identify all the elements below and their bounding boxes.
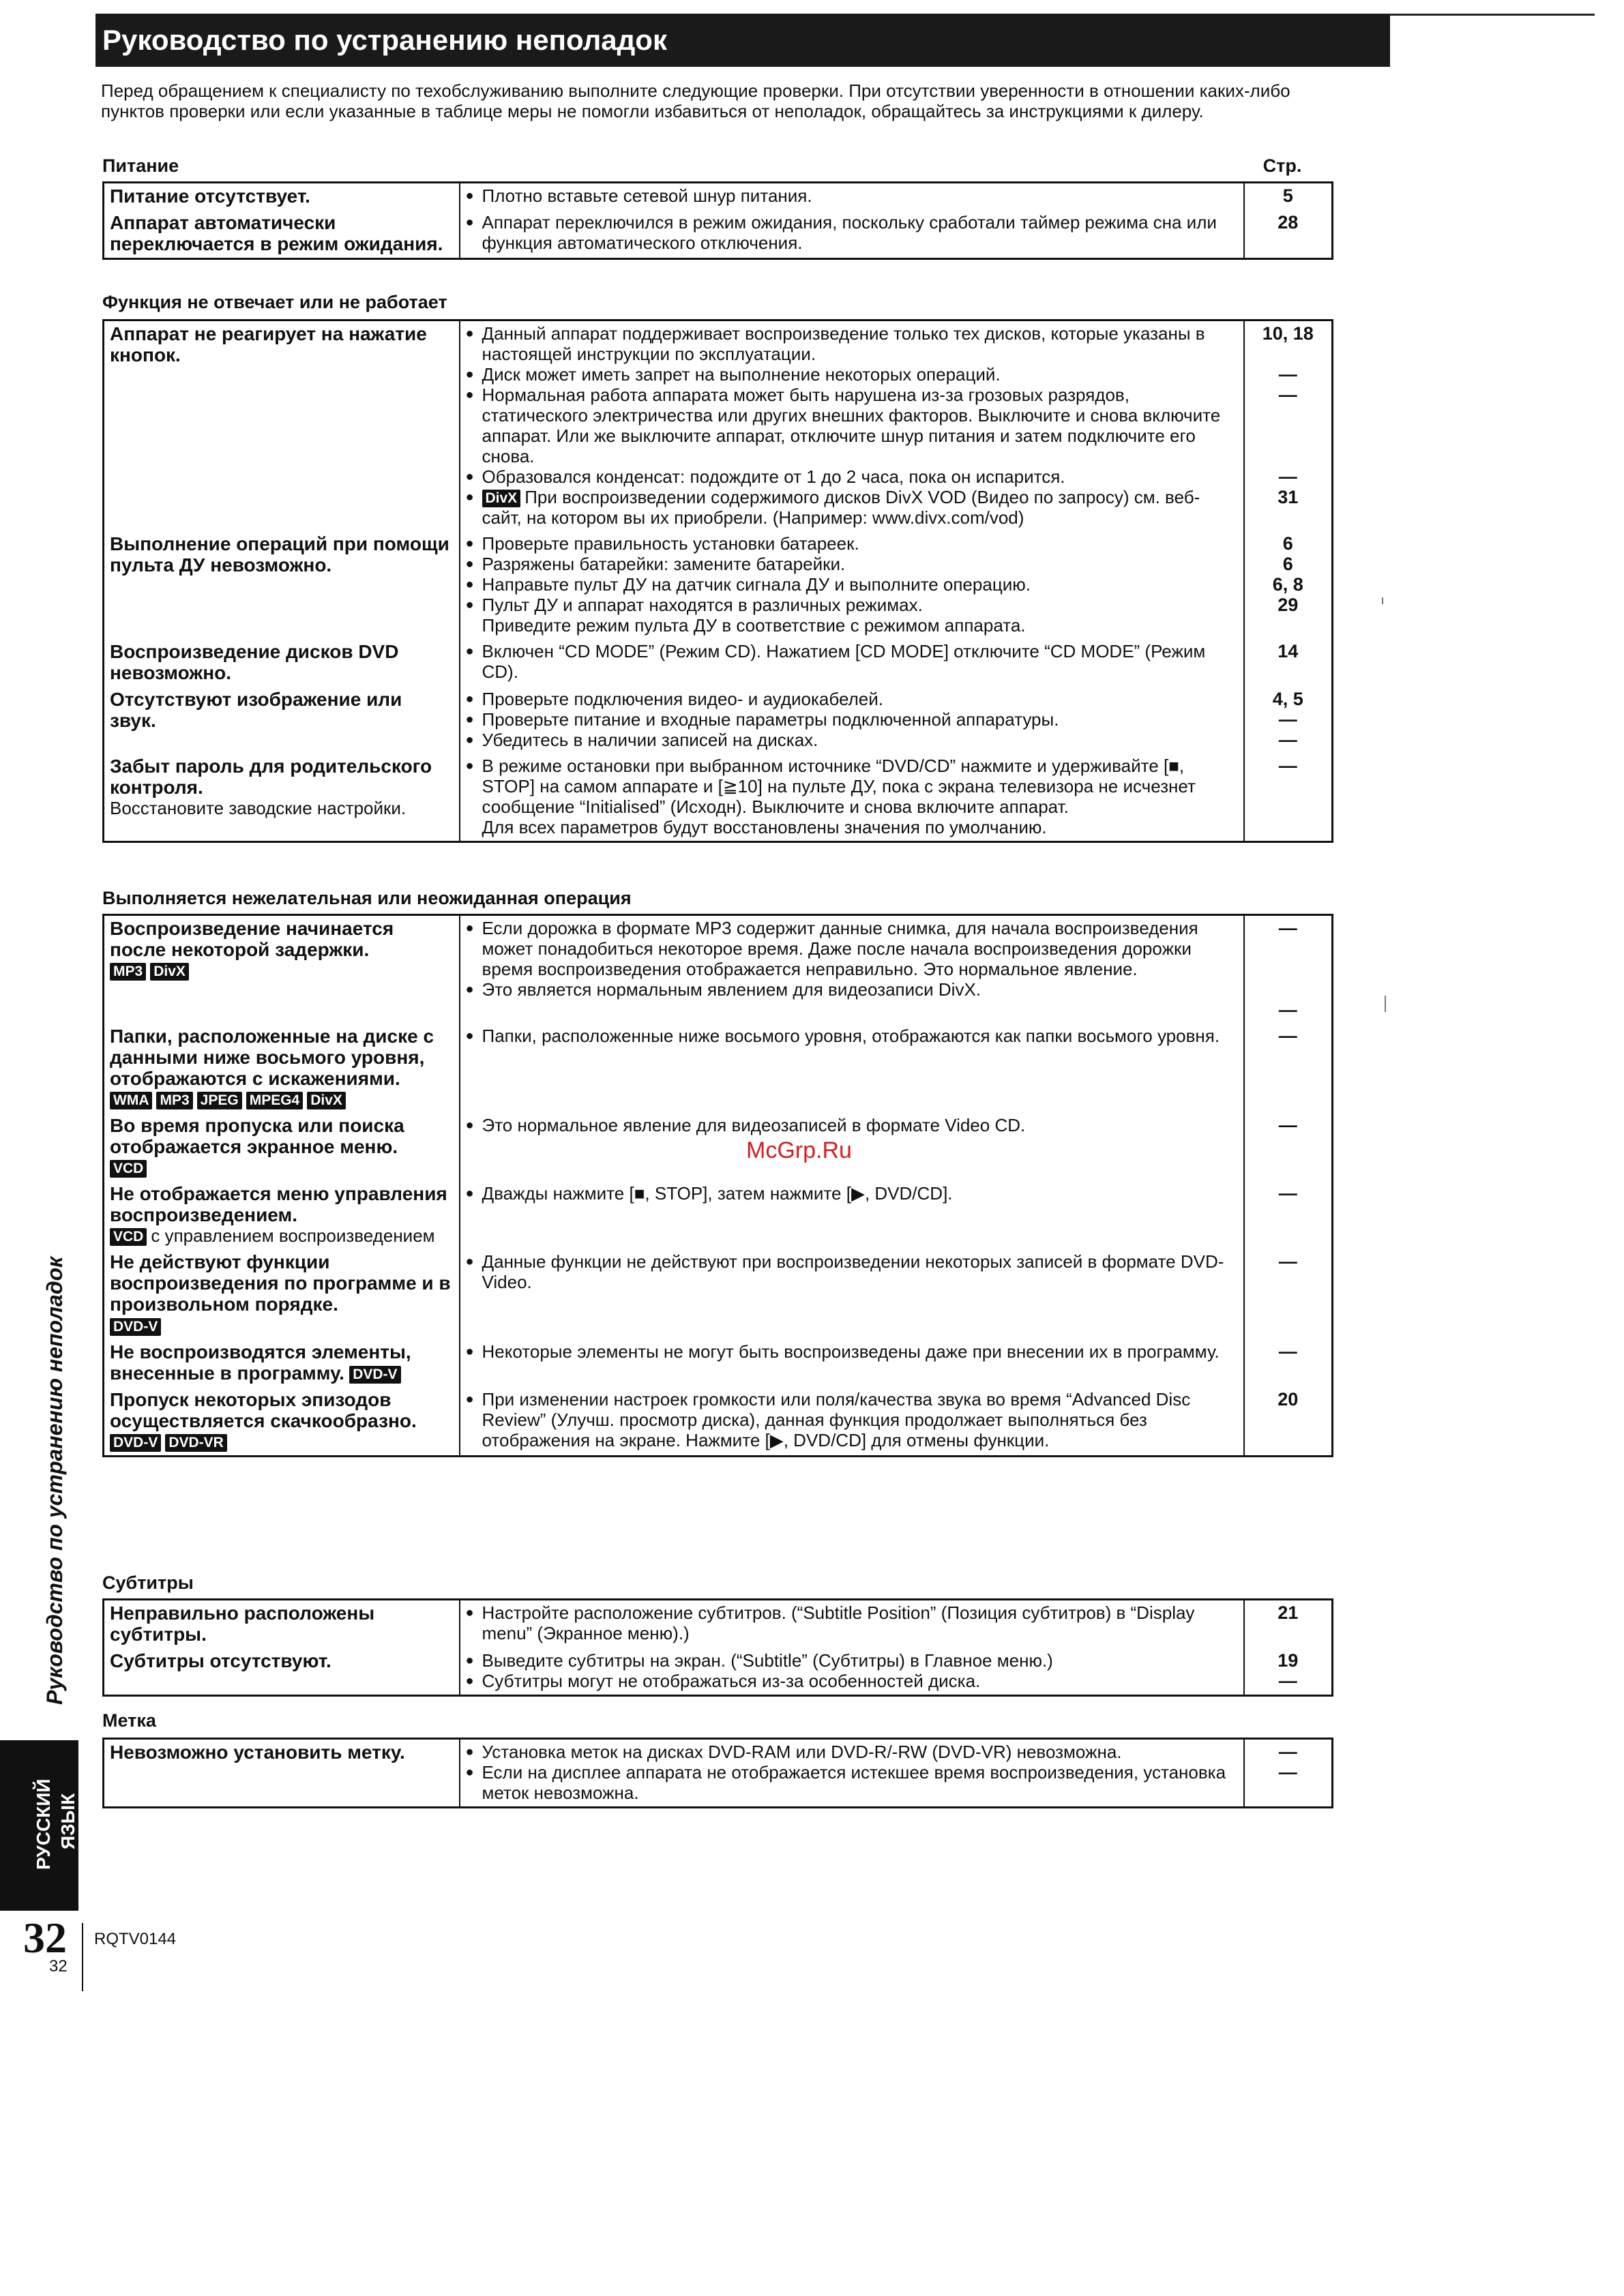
problem-text: Во время пропуска или поиска отображается экранное меню.: [110, 1115, 404, 1158]
solution-item: ● Включен “CD MODE” (Режим CD). Нажатием [CD MODE] отключите “CD MODE” (Режим CD).: [466, 641, 1238, 682]
vcd-badge: VCD: [110, 1228, 147, 1246]
page-ref: —: [1278, 756, 1297, 777]
table-row: [104, 1024, 1333, 1113]
page-ref: 14: [1278, 641, 1299, 662]
jpeg-badge: JPEG: [197, 1092, 242, 1109]
problem-text: Воспроизведение дисков DVD невозможно.: [110, 641, 399, 684]
page-ref: 6, 8: [1272, 574, 1303, 595]
table-row: [104, 687, 1333, 754]
section-title-function: Функция не отвечает или не работает: [102, 292, 447, 312]
wma-badge: WMA: [110, 1092, 152, 1109]
problem-text: Не отображается меню управления воспроизведением.: [110, 1183, 447, 1226]
page-ref: —: [1278, 1251, 1297, 1272]
solution-item: ● Дважды нажмите [■, STOP], затем нажмите [▶, DVD/CD].: [466, 1183, 1238, 1204]
solution-item: ● Проверьте питание и входные параметры подключенной аппаратуры.: [466, 709, 1238, 730]
dvd-v-badge: DVD-V: [110, 1318, 161, 1336]
divx-badge: DivX: [150, 963, 189, 981]
table-row: [104, 1387, 1333, 1457]
divx-badge: DivX: [482, 490, 521, 507]
solution-item: ● Установка меток на дисках DVD-RAM или DVD-R/-RW (DVD-VR) невозможна.: [466, 1742, 1238, 1762]
intro-paragraph: Перед обращением к специалисту по техобслуживанию выполните следующие проверки. При отсутствии уверенности в отношении каких-либо пунктов проверки или если указанные в таблице меры не помогли избавиться от неполадок, обращайтесь за инструкциями к дилеру.: [101, 80, 1290, 121]
solution-item: ● Настройте расположение субтитров. (“Subtitle Position” (Позиция субтитров) в “Display menu” (Экранное меню).): [466, 1602, 1238, 1643]
solution-item: ● Аппарат переключился в режим ожидания, поскольку сработали таймер режима сна или функция автоматического отключения.: [466, 212, 1238, 253]
page-ref: —: [1278, 1671, 1297, 1691]
mp3-badge: MP3: [110, 963, 146, 981]
edge-mark: [1385, 996, 1386, 1012]
page-ref: —: [1278, 364, 1297, 385]
problem-text: Субтитры отсутствуют.: [110, 1650, 331, 1671]
mpeg4-badge: MPEG4: [246, 1092, 304, 1109]
solution-item: ● Направьте пульт ДУ на датчик сигнала ДУ и выполните операцию.: [466, 574, 1238, 595]
dvd-vr-badge: DVD-VR: [165, 1434, 227, 1452]
page-number: 32: [23, 1913, 67, 1962]
language-tab: [0, 1740, 78, 1911]
page-ref: 20: [1278, 1388, 1299, 1410]
solution-item: ● Проверьте правильность установки батареек.: [466, 533, 1238, 554]
page-ref: 4, 5: [1272, 689, 1303, 710]
page-column-label: Стр.: [1263, 155, 1302, 176]
problem-text: Отсутствуют изображение или звук.: [110, 689, 402, 732]
vcd-badge: VCD: [110, 1160, 147, 1178]
problem-text: Забыт пароль для родительского контроля.: [110, 756, 432, 799]
table-row: [104, 183, 1333, 211]
solution-item: ● Если дорожка в формате MP3 содержит данные снимка, для начала воспроизведения может понадобиться некоторое время. Даже после начала воспроизведения дорожки время воспроизведения отображается неправильно. Это нормальное явление.: [466, 918, 1238, 979]
problem-text: Невозможно установить метку.: [110, 1742, 405, 1763]
table-row: [104, 1249, 1333, 1339]
problem-note: с управлением воспроизведением: [151, 1225, 435, 1247]
page-ref: —: [1278, 385, 1297, 405]
table-row: [104, 531, 1333, 639]
dvd-v-badge: DVD-V: [349, 1366, 400, 1384]
table-row: [104, 1648, 1333, 1696]
page-ref: —: [1278, 730, 1297, 751]
divx-badge: DivX: [307, 1092, 346, 1109]
solution-item: ● Нормальная работа аппарата может быть нарушена из-за грозовых разрядов, статического электричества или других внешних факторов. Выключите и снова включите аппарат. Или же выключите аппарат, отключите шнур питания и затем подключите его снова.: [466, 385, 1238, 466]
page-ref: —: [1278, 1115, 1297, 1136]
solution-item: ● Пульт ДУ и аппарат находятся в различных режимах.: [466, 595, 1238, 615]
solution-item: ● Разряжены батарейки: замените батарейки.: [466, 554, 1238, 574]
page-title: Руководство по устранению неполадок: [95, 14, 1390, 67]
page-ref: 10, 18: [1262, 323, 1314, 344]
solution-item: ● Образовался конденсат: подождите от 1 до 2 часа, пока он испарится.: [466, 466, 1238, 487]
page-ref: —: [1278, 1026, 1297, 1046]
solution-item: ● Диск может иметь запрет на выполнение некоторых операций.: [466, 364, 1238, 385]
page-ref: 5: [1282, 185, 1293, 206]
mp3-badge: MP3: [156, 1092, 192, 1109]
page-number-small: 32: [49, 1957, 68, 1976]
problem-text: Выполнение операций при помощи пульта ДУ невозможно.: [110, 533, 449, 576]
table-row: [104, 1181, 1333, 1249]
language-tab-line1: РУССКИЙ: [33, 1778, 54, 1870]
page-ref: 19: [1278, 1650, 1299, 1671]
table-row: [104, 1339, 1333, 1387]
page-ref: 28: [1278, 212, 1299, 233]
table-row: [104, 754, 1333, 842]
page-ref: —: [1278, 466, 1297, 487]
section-title-power: Питание: [102, 155, 179, 176]
page-ref: —: [1278, 1183, 1297, 1204]
problem-text: Не действуют функции воспроизведения по программе и в произвольном порядке.: [110, 1251, 451, 1315]
solution-item: ● Субтитры могут не отображаться из-за особенностей диска.: [466, 1671, 1238, 1691]
section-title-subtitles: Субтитры: [102, 1572, 194, 1593]
page-ref: 29: [1278, 595, 1299, 616]
problem-text: Аппарат автоматически переключается в режим ожидания.: [110, 212, 443, 254]
table-row: [104, 915, 1333, 1024]
problem-text: Пропуск некоторых эпизодов осуществляется скачкообразно.: [110, 1388, 417, 1431]
problem-text: Неправильно расположены субтитры.: [110, 1602, 375, 1645]
solution-item: ● Выведите субтитры на экран. (“Subtitle” (Субтитры) в Главное меню.): [466, 1650, 1238, 1671]
solution-item: ● Данный аппарат поддерживает воспроизведение только тех дисков, которые указаны в настоящей инструкции по эксплуатации.: [466, 323, 1238, 364]
solution-item: ● Это является нормальным явлением для видеозаписи DivX.: [466, 979, 1238, 1000]
table-row: [104, 1600, 1333, 1649]
problem-text: Воспроизведение начинается после некоторой задержки.: [110, 918, 394, 960]
solution-item: ● Некоторые элементы не могут быть воспроизведены даже при внесении их в программу.: [466, 1341, 1238, 1362]
problem-text: Не воспроизводятся элементы, внесенные в программу.: [110, 1341, 411, 1384]
problem-text: Питание отсутствует.: [110, 185, 310, 207]
function-table: [102, 319, 1333, 843]
table-row: [104, 1113, 1333, 1181]
solution-item: ● Это нормальное явление для видеозаписей в формате Video CD.: [466, 1115, 1238, 1135]
page-ref: —: [1278, 1341, 1297, 1362]
marker-table: [102, 1738, 1333, 1808]
page-ref: —: [1278, 1742, 1297, 1762]
solution-item: ● Папки, расположенные ниже восьмого уровня, отображаются как папки восьмого уровня.: [466, 1026, 1238, 1046]
solution-note: Приведите режим пульта ДУ в соответствие с режимом аппарата.: [482, 615, 1026, 636]
solution-item: ● При изменении настроек громкости или поля/качества звука во время “Advanced Disc Review” (Улучш. просмотр диска), данная функция продолжает выполняться без отображения на экране. Нажмите [▶, DVD/CD] для отмены функции.: [466, 1389, 1238, 1450]
section-title-unexpected: Выполняется нежелательная или неожиданная операция: [102, 888, 632, 908]
power-table: [102, 181, 1333, 260]
solution-text: При воспроизведении содержимого дисков DivX VOD (Видео по запросу) см. веб-сайт, на котором вы их приобрели. (Например: www.divx.com/vod): [482, 487, 1200, 528]
page-ref: —: [1278, 1762, 1297, 1783]
problem-text: Аппарат не реагирует на нажатие кнопок.: [110, 323, 427, 366]
table-row: [104, 1739, 1333, 1808]
subtitles-table: [102, 1598, 1333, 1697]
document-code: RQTV0144: [94, 1930, 177, 1948]
footer-divider: [82, 1923, 83, 1991]
title-rule: [1390, 14, 1595, 16]
watermark: McGrp.Ru: [746, 1137, 852, 1163]
page-ref: —: [1278, 709, 1297, 730]
solution-note: Для всех параметров будут восстановлены значения по умолчанию.: [482, 817, 1047, 838]
page-ref: 6: [1282, 533, 1293, 554]
edge-mark: [1382, 597, 1383, 604]
dvd-v-badge: DVD-V: [110, 1434, 161, 1452]
solution-item: ● Данные функции не действуют при воспроизведении некоторых записей в формате DVD-Video.: [466, 1251, 1238, 1292]
table-row: [104, 320, 1333, 532]
page-ref: 21: [1278, 1602, 1299, 1623]
section-title-marker: Метка: [102, 1710, 156, 1731]
page-ref: —: [1278, 1000, 1297, 1020]
sidebar-vertical-title-text: Руководство по устранению неполадок: [42, 1256, 67, 1705]
solution-item: ● В режиме остановки при выбранном источнике “DVD/CD” нажмите и удерживайте [■, STOP] на самом аппарате и [≧10] на пульте ДУ, пока с экрана телевизора не исчезнет сообщение “Initialised” (Исходн). Выключите и снова включите аппарат.: [466, 756, 1238, 817]
page-ref: —: [1278, 918, 1297, 938]
language-tab-line2: ЯЗЫК: [57, 1793, 78, 1849]
problem-note: Восстановите заводские настройки.: [110, 798, 407, 819]
problem-text: Папки, расположенные на диске с данными ниже восьмого уровня, отображаются с искажениями.: [110, 1026, 434, 1089]
table-row: [104, 639, 1333, 687]
solution-item: ● Плотно вставьте сетевой шнур питания.: [466, 185, 1238, 206]
page-ref: 31: [1278, 487, 1299, 507]
unexpected-table: [102, 914, 1333, 1457]
solution-item: [466, 487, 1238, 528]
table-row: [104, 210, 1333, 259]
solution-item: ● Если на дисплее аппарата не отображается истекшее время воспроизведения, установка меток невозможна.: [466, 1762, 1238, 1803]
solution-item: ● Проверьте подключения видео- и аудиокабелей.: [466, 689, 1238, 709]
solution-item: ● Убедитесь в наличии записей на дисках.: [466, 730, 1238, 750]
page-ref: 6: [1282, 554, 1293, 575]
